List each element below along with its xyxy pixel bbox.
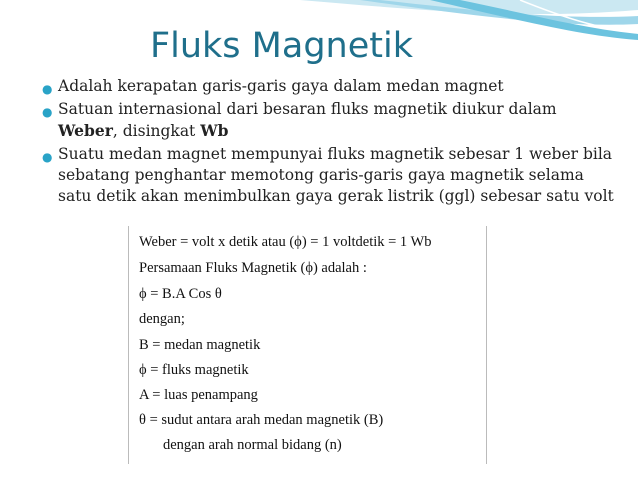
bullet-list xyxy=(8,76,633,209)
formula-image xyxy=(128,226,487,464)
formula-line: θ = sudut antara arah medan magnetik (B) xyxy=(139,412,384,428)
formula-line: ϕ = B.A Cos θ xyxy=(139,286,222,302)
bullet-item xyxy=(8,76,633,97)
bullet-icon: ● xyxy=(42,150,53,164)
bullet-text: Suatu medan magnet mempunyai fluks magnetik sebesar 1 weber bila xyxy=(58,145,613,163)
bullet-text: Satuan internasional dari besaran fluks magnetik diukur dalam xyxy=(58,100,557,118)
formula-line: B = medan magnetik xyxy=(139,337,261,353)
bullet-text: sebatang penghantar memotong garis-garis gaya magnetik selama xyxy=(58,166,584,184)
formula-line: dengan arah normal bidang (n) xyxy=(163,437,342,453)
bullet-item xyxy=(8,144,633,207)
formula-line: Weber = volt x detik atau (ϕ) = 1 voltdetik = 1 Wb xyxy=(139,234,432,250)
formula-line: ϕ = fluks magnetik xyxy=(139,362,249,378)
bullet-text: Adalah kerapatan garis-garis gaya dalam medan magnet xyxy=(58,77,504,95)
bullet-item xyxy=(8,99,633,142)
bullet-text-line2: Weber, disingkat Wb xyxy=(58,121,229,140)
formula-line: Persamaan Fluks Magnetik (ϕ) adalah : xyxy=(139,260,367,276)
bullet-text: satu detik akan menimbulkan gaya gerak listrik (ggl) sebesar satu volt xyxy=(58,187,614,205)
formula-line: dengan; xyxy=(139,311,185,327)
bullet-icon: ● xyxy=(42,105,53,119)
slide-title: Fluks Magnetik xyxy=(150,26,413,66)
bullet-icon: ● xyxy=(42,82,53,96)
formula-line: A = luas penampang xyxy=(139,387,258,403)
